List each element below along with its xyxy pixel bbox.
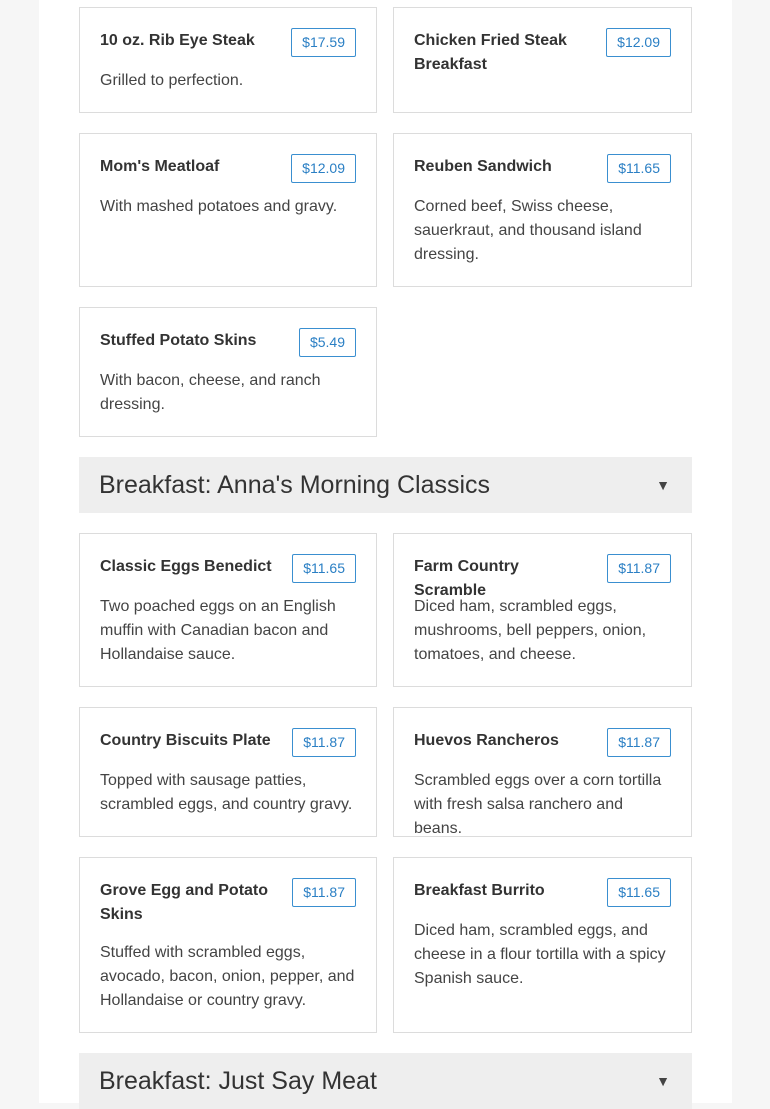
menu-item-description: With bacon, cheese, and ranch dressing. xyxy=(100,372,321,413)
menu-item-card[interactable] xyxy=(79,7,377,113)
menu-item-price[interactable]: $12.09 xyxy=(606,28,671,57)
menu-item-description: Grilled to perfection. xyxy=(100,72,244,89)
menu-item-description: Scrambled eggs over a corn tortilla with fresh salsa ranchero and beans. xyxy=(414,772,662,837)
menu-item-description: Diced ham, scrambled eggs, and cheese in a flour tortilla with a spicy Spanish sauce. xyxy=(414,922,666,987)
chevron-down-icon[interactable]: ▼ xyxy=(656,477,670,493)
menu-item-card[interactable] xyxy=(393,7,692,113)
section-title: Breakfast: Just Say Meat xyxy=(99,1067,377,1095)
section-header-morning-classics[interactable] xyxy=(79,457,692,513)
menu-item-name: Mom's Meatloaf xyxy=(100,158,220,175)
menu-item-description: Diced ham, scrambled eggs, mushrooms, bell peppers, onion, tomatoes, and cheese. xyxy=(414,598,647,663)
menu-item-description: Stuffed with scrambled eggs, avocado, bacon, onion, pepper, and Hollandaise or country gravy. xyxy=(100,944,355,1009)
menu-item-price[interactable]: $11.87 xyxy=(292,728,356,757)
menu-item-description: Two poached eggs on an English muffin with Canadian bacon and Hollandaise sauce. xyxy=(100,598,336,663)
menu-item-card[interactable] xyxy=(79,857,377,1033)
menu-item-name: Stuffed Potato Skins xyxy=(100,332,257,349)
chevron-down-icon[interactable]: ▼ xyxy=(656,1073,670,1089)
menu-item-card[interactable] xyxy=(79,133,377,287)
menu-item-description: Topped with sausage patties, scrambled eggs, and country gravy. xyxy=(100,772,353,813)
section-header-just-say-meat[interactable] xyxy=(79,1053,692,1109)
menu-item-price[interactable]: $12.09 xyxy=(291,154,356,183)
menu-item-price[interactable]: $11.87 xyxy=(292,878,356,907)
menu-item-description: Corned beef, Swiss cheese, sauerkraut, and thousand island dressing. xyxy=(414,198,642,263)
menu-item-card[interactable] xyxy=(393,533,692,687)
section-title: Breakfast: Anna's Morning Classics xyxy=(99,471,491,499)
menu-item-price[interactable]: $11.65 xyxy=(292,554,356,583)
menu-item-name: Farm Country Scramble xyxy=(414,558,519,599)
menu-item-card[interactable] xyxy=(79,707,377,837)
menu-item-name: Classic Eggs Benedict xyxy=(100,558,272,575)
menu-item-card[interactable] xyxy=(393,133,692,287)
menu-item-name: Huevos Rancheros xyxy=(414,732,559,749)
menu-item-card[interactable] xyxy=(393,707,692,837)
menu-item-name: Country Biscuits Plate xyxy=(100,732,271,749)
menu-item-card[interactable] xyxy=(79,307,377,437)
menu-item-price[interactable]: $11.87 xyxy=(607,728,671,757)
menu-item-price[interactable]: $11.65 xyxy=(607,878,671,907)
menu-item-price[interactable]: $5.49 xyxy=(299,328,356,357)
menu-item-price[interactable]: $17.59 xyxy=(291,28,356,57)
menu-item-name: 10 oz. Rib Eye Steak xyxy=(100,32,255,49)
menu-item-card[interactable] xyxy=(393,857,692,1033)
menu-item-name: Grove Egg and Potato Skins xyxy=(100,882,269,923)
menu-item-card[interactable] xyxy=(79,533,377,687)
menu-item-name: Reuben Sandwich xyxy=(414,158,552,175)
menu-item-price[interactable]: $11.87 xyxy=(607,554,671,583)
menu-item-name: Breakfast Burrito xyxy=(414,882,545,899)
menu-item-name: Chicken Fried Steak Breakfast xyxy=(414,32,567,73)
menu-item-description: With mashed potatoes and gravy. xyxy=(100,198,338,215)
menu-item-price[interactable]: $11.65 xyxy=(607,154,671,183)
